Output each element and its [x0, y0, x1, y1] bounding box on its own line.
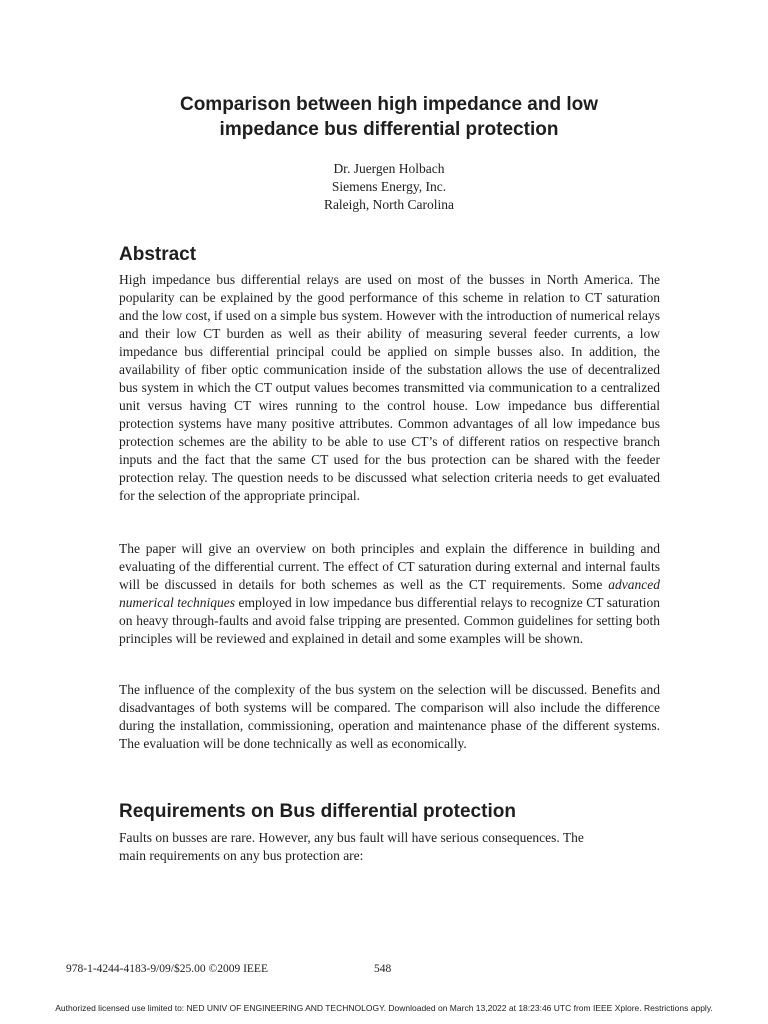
abstract-paragraph-2 [119, 540, 660, 648]
author-name: Dr. Juergen Holbach [333, 161, 445, 176]
paper-title [100, 92, 678, 142]
title-line-1: Comparison between high impedance and low [179, 94, 599, 115]
title-line-2: impedance bus differential protection [219, 119, 559, 140]
author-company: Siemens Energy, Inc. [331, 179, 447, 194]
license-notice: Authorized licensed use limited to: NED UNIV OF ENGINEERING AND TECHNOLOGY. Downloaded on March 13,2022 at 18:23:46 UTC from IEEE Xplore. Restrictions apply. [55, 1003, 713, 1013]
abstract-paragraph-2-start: The paper will give an overview on both principles and explain the difference in building and evaluating of the differential current. The effect of CT saturation during external and internal faults will be discussed in details for both schemes as well as the CT requirements. Some [119, 541, 660, 592]
author-location: Raleigh, North Carolina [323, 197, 455, 212]
abstract-paragraph-3: The influence of the complexity of the bus system on the selection will be discussed. Benefits and disadvantages of both systems will be compared. The comparison will also include the difference during the installation, commissioning, operation and maintenance phase of the different systems. The evaluation will be done technically as well as economically. [119, 682, 660, 751]
requirements-line-2: main requirements on any bus protection are: [119, 848, 364, 863]
requirements-line-1: Faults on busses are rare. However, any bus fault will have serious consequences. The [119, 830, 584, 845]
author-block [200, 160, 578, 214]
requirements-heading: Requirements on Bus differential protection [119, 801, 516, 822]
footer-page-number: 548 [374, 963, 392, 975]
abstract-heading: Abstract [119, 244, 197, 265]
abstract-paragraph-2-end: employed in low impedance bus differential relays to recognize CT saturation on heavy through-faults and avoid false tripping are presented. Common guidelines for setting both principles will be reviewed and explained in detail and some examples will be shown. [119, 595, 660, 646]
abstract-paragraph-1: High impedance bus differential relays are used on most of the busses in North America. The popularity can be explained by the good performance of this scheme in relation to CT saturation and the low cost, if used on a simple bus system. However with the introduction of numerical relays and their low CT burden as well as their ability of measuring several feeder currents, a low impedance bus differential principal could be applied on simple busses also. In addition, the availability of fiber optic communication inside of the substation allows the use of decentralized bus system in which the CT output values becomes transmitted via communication to a centralized unit versus having CT wires running to the control house. Low impedance bus differential protection systems have many positive attributes. Common advantages of all low impedance bus protection schemes are the ability to be able to use CT’s of different ratios on respective branch inputs and the fact that the same CT used for the bus protection can be shared with the feeder protection relay. The question needs to be discussed what selection criteria needs to get evaluated for the selection of the appropriate principal. [119, 272, 660, 503]
abstract-paragraph-2-italic: advanced numerical techniques [119, 577, 660, 610]
requirements-paragraph-1 [119, 829, 660, 865]
footer-isbn: 978-1-4244-4183-9/09/$25.00 ©2009 IEEE [66, 963, 268, 975]
